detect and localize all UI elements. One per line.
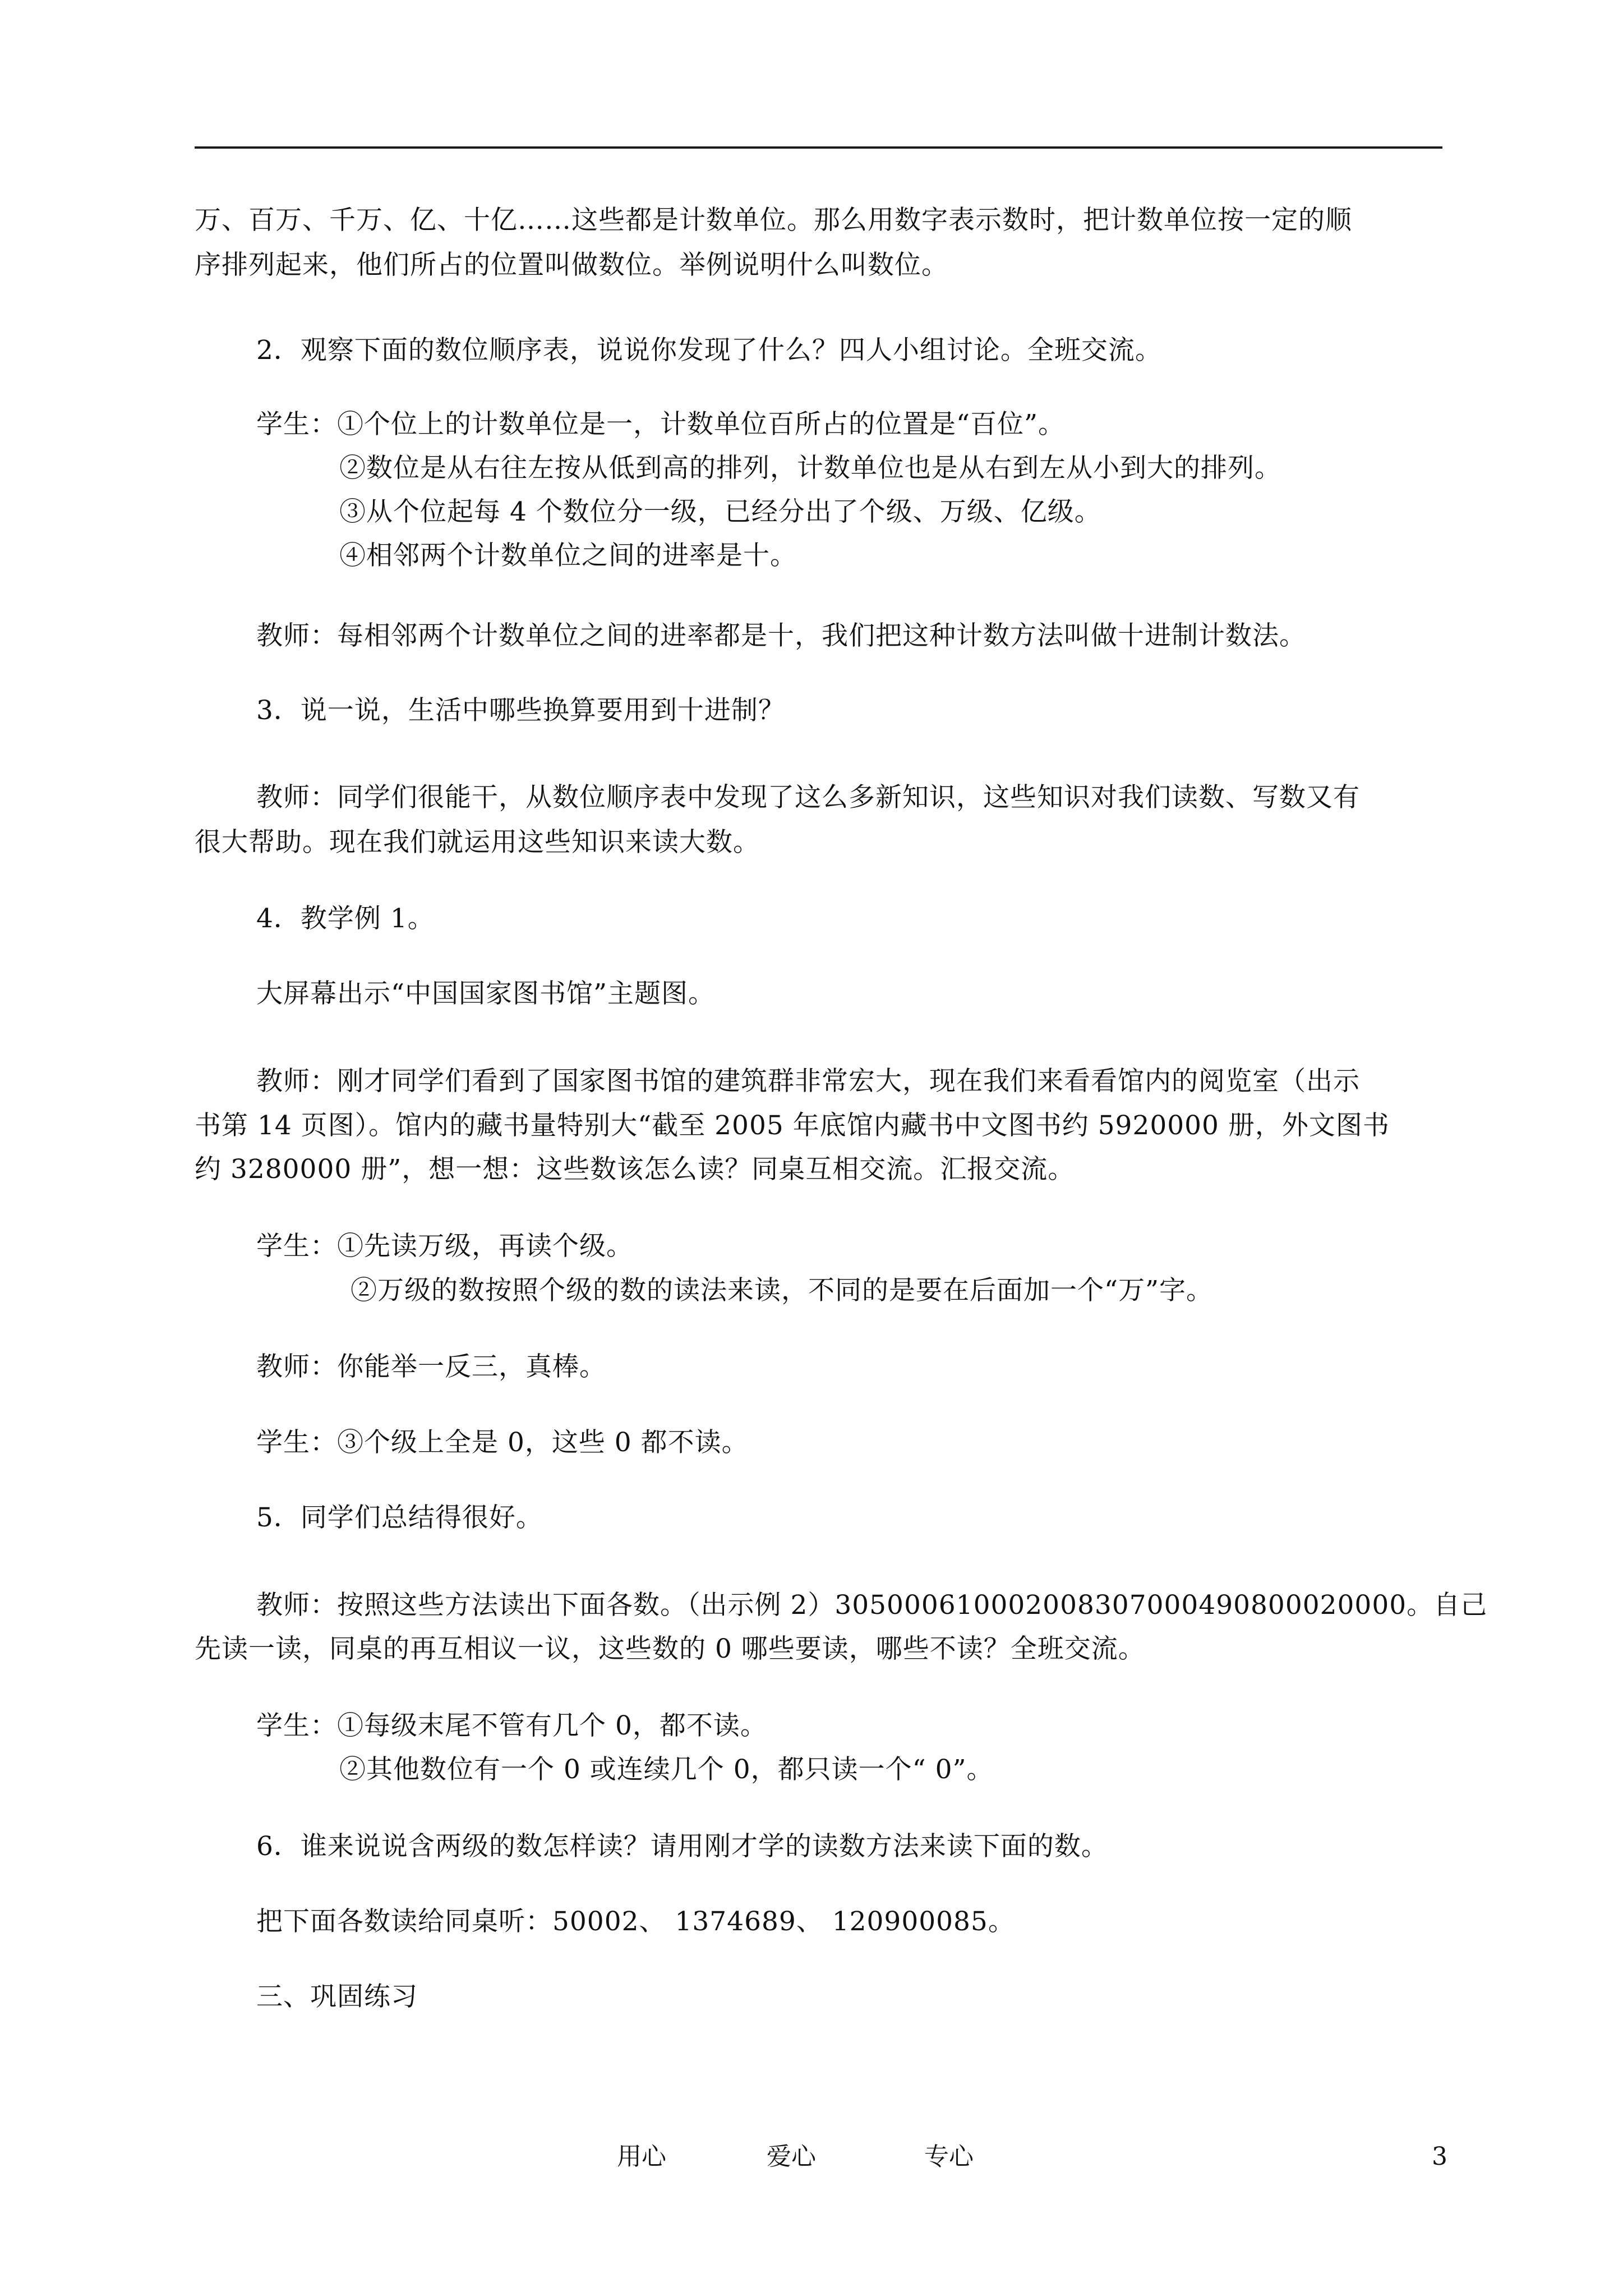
paragraph-line: 万、百万、千万、亿、十亿……这些都是计数单位。那么用数字表示数时，把计数单位按一定的顺 — [195, 205, 1352, 236]
paragraph-line: 序排列起来，他们所占的位置叫做数位。举例说明什么叫数位。 — [195, 250, 948, 280]
footer-motto: 专心 — [924, 2142, 974, 2171]
footer-motto: 爱心 — [767, 2142, 816, 2171]
paragraph-line: 教师：你能举一反三，真棒。 — [256, 1351, 606, 1382]
paragraph-line: ②其他数位有一个 0 或连续几个 0，都只读一个“ 0”。 — [339, 1754, 994, 1785]
paragraph-line: ③从个位起每 4 个数位分一级，已经分出了个级、万级、亿级。 — [339, 496, 1101, 527]
paragraph-line: 教师：同学们很能干，从数位顺序表中发现了这么多新知识，这些知识对我们读数、写数又有 — [256, 782, 1360, 813]
paragraph-line: 教师：按照这些方法读出下面各数。（出示例 2）30500061000200830700049080002000​0。自己 — [256, 1590, 1488, 1621]
paragraph-line: 2．观察下面的数位顺序表，说说你发现了什么？四人小组讨论。全班交流。 — [256, 335, 1162, 366]
paragraph-line: 书第 14 页图）。馆内的藏书量特别大“截至 2005 年底馆内藏书中文图书约 5920000 册，外文图书 — [195, 1110, 1390, 1141]
paragraph-line: 把下面各数读给同桌听：50002、 1374689、 120900085。 — [256, 1906, 1015, 1937]
paragraph-line: 5．同学们总结得很好。 — [256, 1502, 543, 1533]
paragraph-line: 大屏幕出示“中国国家图书馆”主题图。 — [256, 978, 716, 1009]
footer-motto: 用心 — [617, 2142, 666, 2171]
paragraph-line: ②数位是从右往左按从低到高的排列，计数单位也是从右到左从小到大的排列。 — [339, 453, 1281, 484]
paragraph-line: ②万级的数按照个级的数的读法来读，不同的是要在后面加一个“万”字。 — [351, 1275, 1214, 1306]
paragraph-line: 先读一读，同桌的再互相议一议，这些数的 0 哪些要读，哪些不读？全班交流。 — [195, 1634, 1145, 1664]
paragraph-line: 约 3280000 册”，想一想：这些数该怎么读？同桌互相交流。汇报交流。 — [195, 1154, 1075, 1185]
paragraph-line: 4．教学例 1。 — [256, 903, 435, 934]
paragraph-line: 很大帮助。现在我们就运用这些知识来读大数。 — [195, 827, 760, 858]
paragraph-line: 学生：③个级上全是 0，这些 0 都不读。 — [256, 1427, 749, 1458]
paragraph-line: ④相邻两个计数单位之间的进率是十。 — [339, 540, 797, 571]
paragraph-line: 教师：刚才同学们看到了国家图书馆的建筑群非常宏大，现在我们来看看馆内的阅览室（出示 — [256, 1066, 1360, 1097]
paragraph-line: 学生：①个位上的计数单位是一，计数单位百所占的位置是“百位”。 — [256, 409, 1066, 440]
paragraph-line: 学生：①每级末尾不管有几个 0，都不读。 — [256, 1710, 767, 1741]
page-number: 3 — [1432, 2142, 1447, 2171]
section-heading: 三、巩固练习 — [256, 1981, 418, 2012]
paragraph-line: 学生：①先读万级，再读个级。 — [256, 1231, 633, 1262]
paragraph-line: 教师：每相邻两个计数单位之间的进率都是十，我们把这种计数方法叫做十进制计数法。 — [256, 620, 1306, 651]
paragraph-line: 6．谁来说说含两级的数怎样读？请用刚才学的读数方法来读下面的数。 — [256, 1831, 1108, 1862]
paragraph-line: 3．说一说，生活中哪些换算要用到十进制？ — [256, 695, 785, 726]
header-rule — [195, 146, 1442, 149]
